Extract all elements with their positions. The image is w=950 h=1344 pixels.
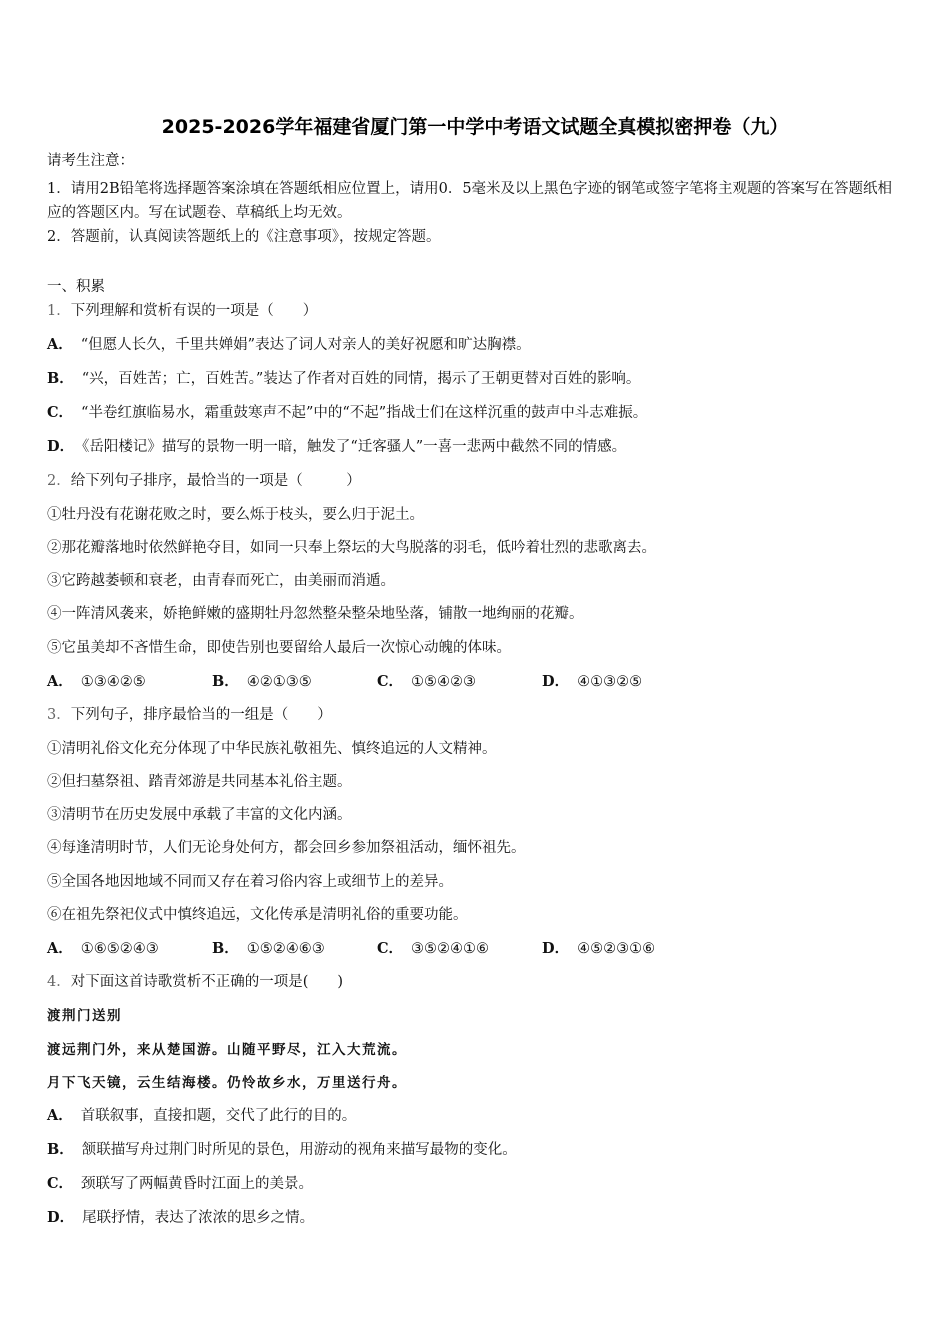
option-label: C． [377,940,404,957]
q3-option-a[interactable] [47,939,212,959]
option-text: ④⑤②③①⑥ [577,941,656,957]
option-text: ④①③②⑤ [577,674,643,690]
q3-sentence-1: ①清明礼俗文化充分体现了中华民族礼敬祖先、慎终追远的人文精神。 [47,741,497,757]
option-text: 首联叙事，直接扣题，交代了此行的目的。 [80,1108,357,1124]
q3-sentence-2: ②但扫墓祭祖、踏青郊游是共同基本礼俗主题。 [47,774,352,790]
option-text: “兴，百姓苦；亡，百姓苦。”装达了作者对百姓的同情，揭示了王朝更替对百姓的影响。 [81,371,641,387]
option-label: A． [47,336,73,353]
option-text: 《岳阳楼记》描写的景物一明一暗，触发了“迁客骚人”一喜一悲两中截然不同的情感。 [82,439,627,455]
option-label: A． [47,940,73,957]
option-text: 颔联描写舟过荆门时所见的景色，用游动的视角来描写最物的变化。 [81,1142,517,1158]
option-label: A． [47,673,73,690]
exam-title: 2025-2026学年福建省厦门第一中学中考语文试题全真模拟密押卷（九） [161,116,789,138]
q3-option-c[interactable] [377,939,542,959]
q2-sentence-3: ③它跨越萎顿和衰老，由青春而死亡，由美丽而消遁。 [47,573,395,589]
option-label: C． [47,1175,74,1192]
q4-option-b[interactable] [47,1140,903,1160]
option-label: B． [47,1141,74,1158]
poem-title: 渡荆门送别 [47,1008,122,1024]
option-label: A． [47,1107,73,1124]
q2-option-a[interactable] [47,672,212,692]
notice-item-1: 1．请用2B铅笔将选择题答案涂填在答题纸相应位置上，请用0．5毫米及以上黑色字迹的钢笔或签字笔将主观题的答案写在答题纸相应的答题区内。写在试题卷、草稿纸上均无效。 [47,181,893,221]
question-text: 对下面这首诗歌赏析不正确的一项是( ) [70,974,344,990]
question-number: 4． [47,974,71,990]
option-text: 颈联写了两幅黄昏时江面上的美景。 [81,1176,314,1192]
q1-option-c[interactable] [47,403,903,423]
q4-option-c[interactable] [47,1174,903,1194]
q1-option-b[interactable] [47,369,903,389]
q3-options [47,939,903,959]
option-text: “但愿人长久，千里共婵娟”表达了词人对亲人的美好祝愿和旷达胸襟。 [80,337,531,353]
q1-option-d[interactable] [47,437,903,457]
q3-sentence-3: ③清明节在历史发展中承载了丰富的文化内涵。 [47,807,352,823]
q2-option-c[interactable] [377,672,542,692]
q2-option-d[interactable] [542,672,707,692]
q3-sentence-6: ⑥在祖先祭祀仪式中慎终追远，文化传承是清明礼俗的重要功能。 [47,907,468,923]
notice-heading: 请考生注意： [47,153,134,169]
q4-option-a[interactable] [47,1106,903,1126]
q3-option-b[interactable] [212,939,377,959]
option-text: 尾联抒情，表达了浓浓的思乡之情。 [82,1210,315,1226]
question-3-stem [47,705,903,725]
q2-sentence-2: ②那花瓣落地时依然鲜艳夺目，如同一只奉上祭坛的大鸟脱落的羽毛，低吟着壮烈的悲歌离去。 [47,540,656,556]
option-label: C． [47,404,74,421]
section-heading: 一、积累 [47,279,105,295]
q2-option-b[interactable] [212,672,377,692]
q2-options [47,672,903,692]
option-text: ①⑤②④⑥③ [246,941,325,957]
option-label: D． [47,438,75,455]
option-text: ③⑤②④①⑥ [411,941,490,957]
option-label: D． [542,940,570,957]
option-label: B． [212,673,239,690]
q3-option-d[interactable] [542,939,707,959]
question-number: 2． [47,473,71,489]
q4-option-d[interactable] [47,1208,903,1228]
option-text: ④②①③⑤ [246,674,312,690]
question-text: 下列句子，排序最恰当的一组是（ ） [70,707,332,723]
question-text: 给下列句子排序，最恰当的一项是（ ） [70,473,361,489]
q2-sentence-4: ④一阵清风袭来，娇艳鲜嫩的盛期牡丹忽然整朵整朵地坠落，铺散一地绚丽的花瓣。 [47,606,584,622]
option-text: ①③④②⑤ [80,674,146,690]
option-label: B． [212,940,239,957]
poem-line-1: 渡远荆门外，来从楚国游。山随平野尽，江入大荒流。 [47,1042,407,1058]
option-text: ①⑥⑤②④③ [80,941,159,957]
q2-sentence-5: ⑤它虽美却不吝惜生命，即使告别也要留给人最后一次惊心动魄的体味。 [47,640,511,656]
question-number: 1． [47,303,71,319]
q3-sentence-5: ⑤全国各地因地域不同而又存在着习俗内容上或细节上的差异。 [47,874,453,890]
q2-sentence-1: ①牡丹没有花谢花败之时，要么烁于枝头，要么归于泥土。 [47,507,424,523]
option-label: D． [47,1209,75,1226]
option-label: C． [377,673,404,690]
question-2-stem [47,471,903,491]
poem-line-2: 月下飞天镜，云生结海楼。仍怜故乡水，万里送行舟。 [47,1075,407,1091]
question-4-stem [47,972,903,992]
option-label: D． [542,673,570,690]
question-1-stem [47,301,903,321]
q3-sentence-4: ④每逢清明时节，人们无论身处何方，都会回乡参加祭祖活动，缅怀祖先。 [47,840,526,856]
question-number: 3． [47,707,71,723]
option-text: ①⑤④②③ [411,674,477,690]
option-label: B． [47,370,74,387]
option-text: “半卷红旗临易水，霜重鼓寒声不起”中的“不起”指战士们在这样沉重的鼓声中斗志难振。 [81,405,648,421]
question-text: 下列理解和赏析有误的一项是（ ） [70,303,318,319]
notice-item-2: 2．答题前，认真阅读答题纸上的《注意事项》，按规定答题。 [47,229,441,245]
q1-option-a[interactable] [47,335,903,355]
